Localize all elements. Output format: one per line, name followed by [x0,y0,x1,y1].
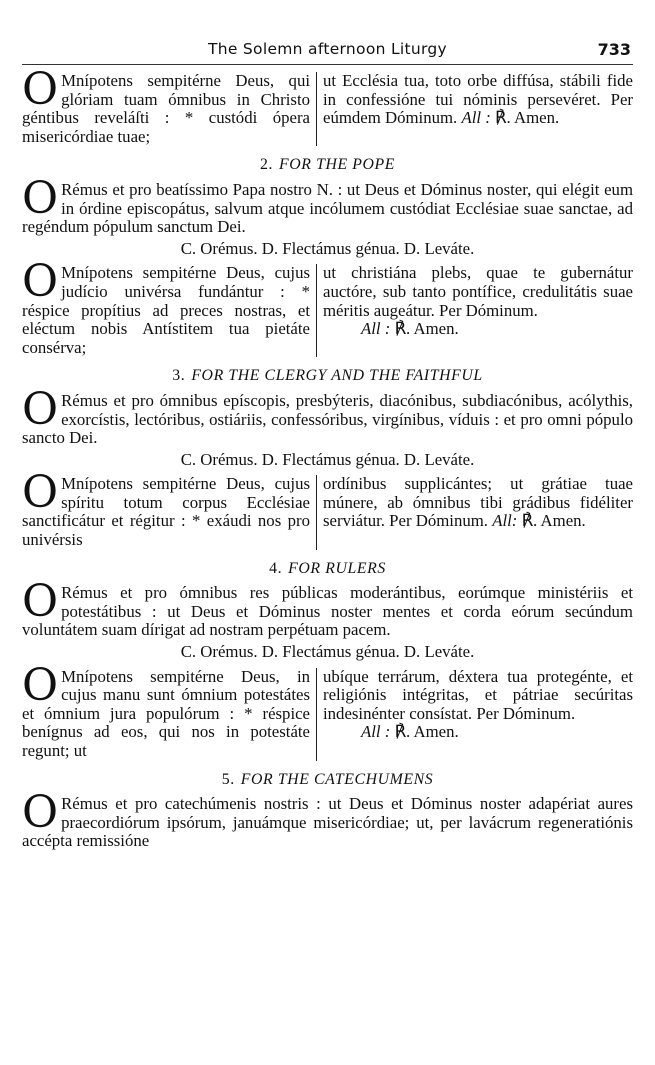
section-number: 3. [172,367,186,385]
rubric: C. Orémus. D. Flectámus génua. D. Leváte. [180,642,475,662]
section-heading [22,771,633,790]
response-amen: ℟. Amen. [394,722,459,742]
prayer-text: Mnípotens sempitérne Deus, cujus judício univérsa fundántur : * réspice propítius ad preces nostras, et eléctum nobis Antístitem tua pietáte consérva; [22,263,310,357]
response-all: All : [361,319,391,339]
section-title: FOR THE CATECHUMENS [240,770,434,788]
response-amen: ℟. Amen. [521,511,586,531]
rubric: C. Orémus. D. Flectámus génua. D. Leváte. [180,449,475,469]
rubric: C. Orémus. D. Flectámus génua. D. Leváte. [180,238,475,258]
drop-cap: O [22,576,59,628]
section-heading [22,560,633,579]
prayer-two-column [22,64,633,146]
amen-line [323,723,633,742]
oremus-paragraph [22,576,633,640]
section-heading [22,367,633,386]
prayer-text: Mnípotens sempitérne Deus, cujus spíritu totum corpus Ecclésiae sanctificátur et régitur : * exáudi nos pro univérsis [22,474,310,550]
section-title: FOR RULERS [288,559,386,577]
section-title: FOR THE CLERGY AND THE FAITHFUL [191,367,483,385]
section-number: 2. [259,156,274,174]
response-all: All : [461,108,491,128]
oremus-text: Rémus et pro catechúmenis nostris : ut Deus et Dóminus noster adapériat aures praecordiórum ipsórum, januámque misericórdiae; ut, per lavácrum regeneratiónis accépta remissióne [22,794,633,851]
prayer-right-column [317,72,633,146]
drop-cap: O [22,787,59,839]
drop-cap: O [22,64,59,115]
page-number: 733 [597,40,631,59]
prayer-text: ubíque terrárum, déxtera tua protegénte, et religiónis intégritas, et pátriae secúritas indesinénter consístat. Per Dóminum. [323,666,633,723]
prayer-right-column [317,264,633,357]
oremus-text: Rémus et pro beatíssimo Papa nostro N. : ut Deus et Dóminus noster, qui elégit eum in órdine episcopátus, salvum atque incólumem custódiat Ecclésiae suae sanctae, ad regéndum pópulum sanctum Dei. [22,179,633,237]
prayer-text: Mnípotens sempitérne Deus, in cujus manu sunt ómnium potestátes et ómnium jura populórum : * réspice benígnus ad eos, qui nos in potestáte regunt; ut [22,666,310,760]
prayer-text: ut christiána plebs, quae te gubernátur auctóre, sub tanto pontífice, credulitátis suae méritis augeátur. Per Dóminum. [323,263,633,320]
section-heading [22,156,633,175]
response-amen: ℟. Amen. [495,108,560,128]
oremus-paragraph [22,172,633,237]
response-all: All : [361,722,391,742]
prayer-left-column [22,64,317,146]
prayer-left-column [22,467,317,550]
amen-line [323,320,633,339]
prayer-text: ut Ecclésia tua, toto orbe diffúsa, stábili fide in confessióne tui nóminis persevéret. Per eúmdem Dóminum. [323,71,633,128]
prayer-left-column [22,659,317,761]
drop-cap: O [22,467,59,519]
oremus-paragraph [22,383,633,448]
prayer-text: ordínibus supplicántes; ut grátiae tuae múnere, ab ómnibus tibi grádibus fidéliter serviátur. Per Dóminum. [323,474,633,531]
prayer-right-column [317,668,633,761]
response-amen: ℟. Amen. [394,319,459,339]
oremus-text: Rémus et pro ómnibus res públicas moderántibus, eorúmque ministériis et potestátibus : ut Deus et Dóminus noster mentes et corda eórum secúndum voluntátem suam dírigat ad nostram perpétuam pacem. [22,583,633,640]
section-number: 5. [221,770,235,788]
prayer-two-column [22,467,633,550]
drop-cap: O [22,659,59,711]
prayer-left-column [22,256,317,357]
prayer-two-column [22,659,633,761]
running-head: The Solemn afternoon Liturgy [207,40,448,58]
section-number: 4. [269,559,283,577]
prayer-two-column [22,256,633,357]
page-header [22,40,633,65]
section-title: FOR THE POPE [279,156,396,174]
drop-cap: O [22,383,59,435]
drop-cap: O [22,172,59,224]
prayer-text: Mnípotens sempitérne Deus, qui glóriam tuam ómnibus in Christo géntibus reveláſti : * custódi ópera misericórdiae tuae; [22,71,310,146]
page-content [22,64,633,851]
drop-cap: O [22,256,59,308]
oremus-text: Rémus et pro ómnibus epíscopis, presbýteris, diacónibus, subdiacónibus, acólythis, exorcístis, lectóribus, ostiáriis, confessóribus, virgínibus, víduis : et pro omni pópulo sancto Dei. [22,390,633,448]
response-all: All: [492,511,518,531]
prayer-right-column [317,475,633,549]
oremus-paragraph [22,787,633,851]
